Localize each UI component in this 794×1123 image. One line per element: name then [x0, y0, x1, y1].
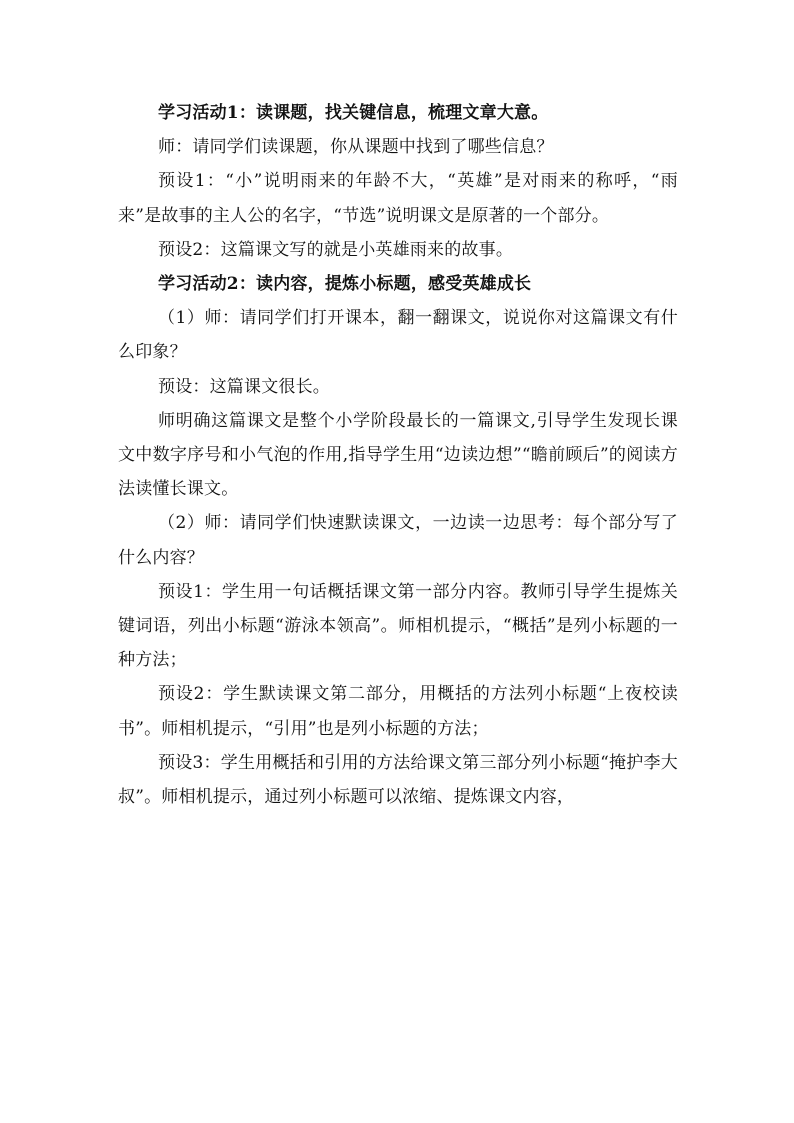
- activity-1-heading: 学习活动1：读课题，找关键信息，梳理文章大意。: [158, 103, 549, 123]
- step-1-paragraph: （1）师：请同学们打开课本，翻一翻课文，说说你对这篇课文有什么印象？: [118, 308, 678, 363]
- step-2-paragraph: （2）师：请同学们快速默读课文，一边读一边思考：每个部分写了什么内容？: [118, 513, 678, 568]
- preset-1-paragraph: 预设1：“小”说明雨来的年龄不大，“英雄”是对雨来的称呼，“雨来”是故事的主人公的名字，“节选”说明课文是原著的一个部分。: [118, 171, 678, 226]
- preset-1-summary-paragraph: 预设1：学生用一句话概括课文第一部分内容。教师引导学生提炼关键词语，列出小标题“游泳本领高”。师相机提示，“概括”是列小标题的一种方法；: [118, 581, 678, 671]
- preset-2-summary-paragraph: 预设2：学生默读课文第二部分，用概括的方法列小标题“上夜校读书”。师相机提示，“引用”也是列小标题的方法；: [118, 684, 678, 739]
- activity-2-heading: 学习活动2：读内容，提炼小标题，感受英雄成长: [158, 274, 532, 295]
- teacher-question-1: 师：请同学们读课题，你从课题中找到了哪些信息？: [158, 137, 554, 158]
- document-body: [118, 96, 678, 814]
- teacher-clarify-paragraph: 师明确这篇课文是整个小学阶段最长的一篇课文,引导学生发现长课文中数字序号和小气泡的作用,指导学生用“边读边想”“瞻前顾后”的阅读方法读懂长课文。: [118, 410, 678, 500]
- preset-3-summary-paragraph: 预设3：学生用概括和引用的方法给课文第三部分列小标题“掩护李大叔”。师相机提示，通过列小标题可以浓缩、提炼课文内容，: [118, 752, 678, 808]
- preset-2-paragraph: 预设2：这篇课文写的就是小英雄雨来的故事。: [158, 239, 514, 260]
- preset-paragraph: 预设：这篇课文很长。: [158, 376, 330, 397]
